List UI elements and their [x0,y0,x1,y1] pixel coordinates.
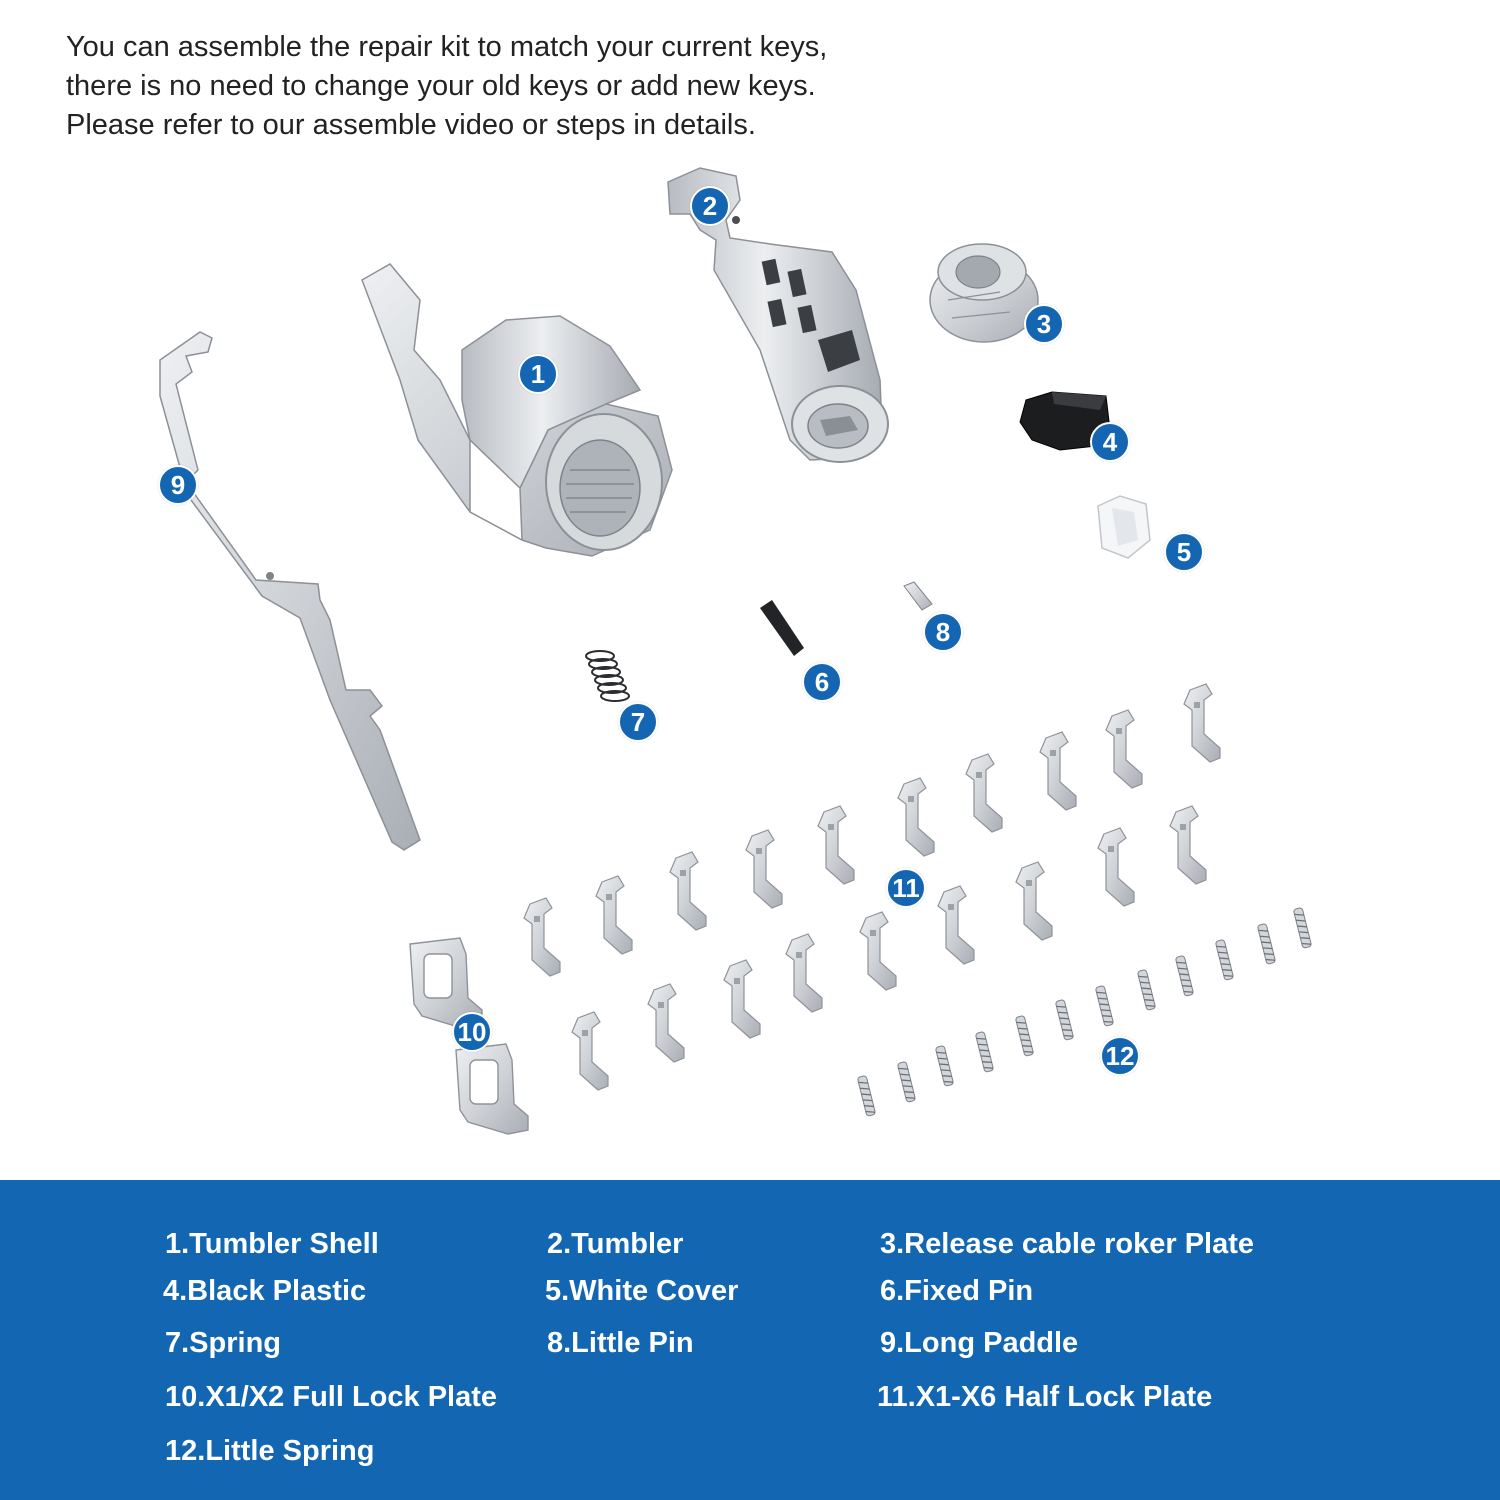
release-cable-roker-plate-part [930,244,1038,342]
legend-item-3: 3.Release cable roker Plate [880,1228,1255,1260]
badge-10: 10 [452,1012,492,1052]
tumbler-shell-part [362,264,672,556]
badge-7: 7 [618,702,658,742]
badge-3: 3 [1024,304,1064,344]
little-pin-part [904,582,932,610]
legend-item-9: 9.Long Paddle [880,1327,1079,1359]
long-paddle-part [160,332,420,850]
intro-line-1: You can assemble the repair kit to match your current keys, [66,31,828,63]
parts-legend [0,1180,1500,1500]
legend-item-7: 7.Spring [165,1327,282,1359]
badge-4: 4 [1090,422,1130,462]
badge-2: 2 [690,186,730,226]
legend-item-1: 1.Tumbler Shell [165,1228,379,1260]
badge-11: 11 [886,868,926,908]
badge-8: 8 [923,612,963,652]
badge-6: 6 [802,662,842,702]
legend-item-11: 11.X1-X6 Half Lock Plate [877,1381,1213,1413]
legend-item-12: 12.Little Spring [165,1435,375,1467]
legend-item-4: 4.Black Plastic [163,1275,367,1307]
legend-item-5: 5.White Cover [545,1275,739,1307]
badge-5: 5 [1164,532,1204,572]
legend-item-10: 10.X1/X2 Full Lock Plate [165,1381,498,1413]
spring-part [586,651,629,701]
intro-line-3: Please refer to our assemble video or steps in details. [66,109,756,141]
badge-12: 12 [1100,1036,1140,1076]
half-lock-plates-part [524,684,1220,1090]
legend-item-2: 2.Tumbler [547,1228,684,1260]
intro-line-2: there is no need to change your old keys or add new keys. [66,70,816,102]
badge-9: 9 [158,465,198,505]
legend-item-8: 8.Little Pin [547,1327,694,1359]
legend-item-6: 6.Fixed Pin [880,1275,1034,1307]
little-springs-part [857,907,1311,1116]
badge-1: 1 [518,354,558,394]
white-cover-part [1098,496,1150,558]
fixed-pin-part [760,600,804,656]
